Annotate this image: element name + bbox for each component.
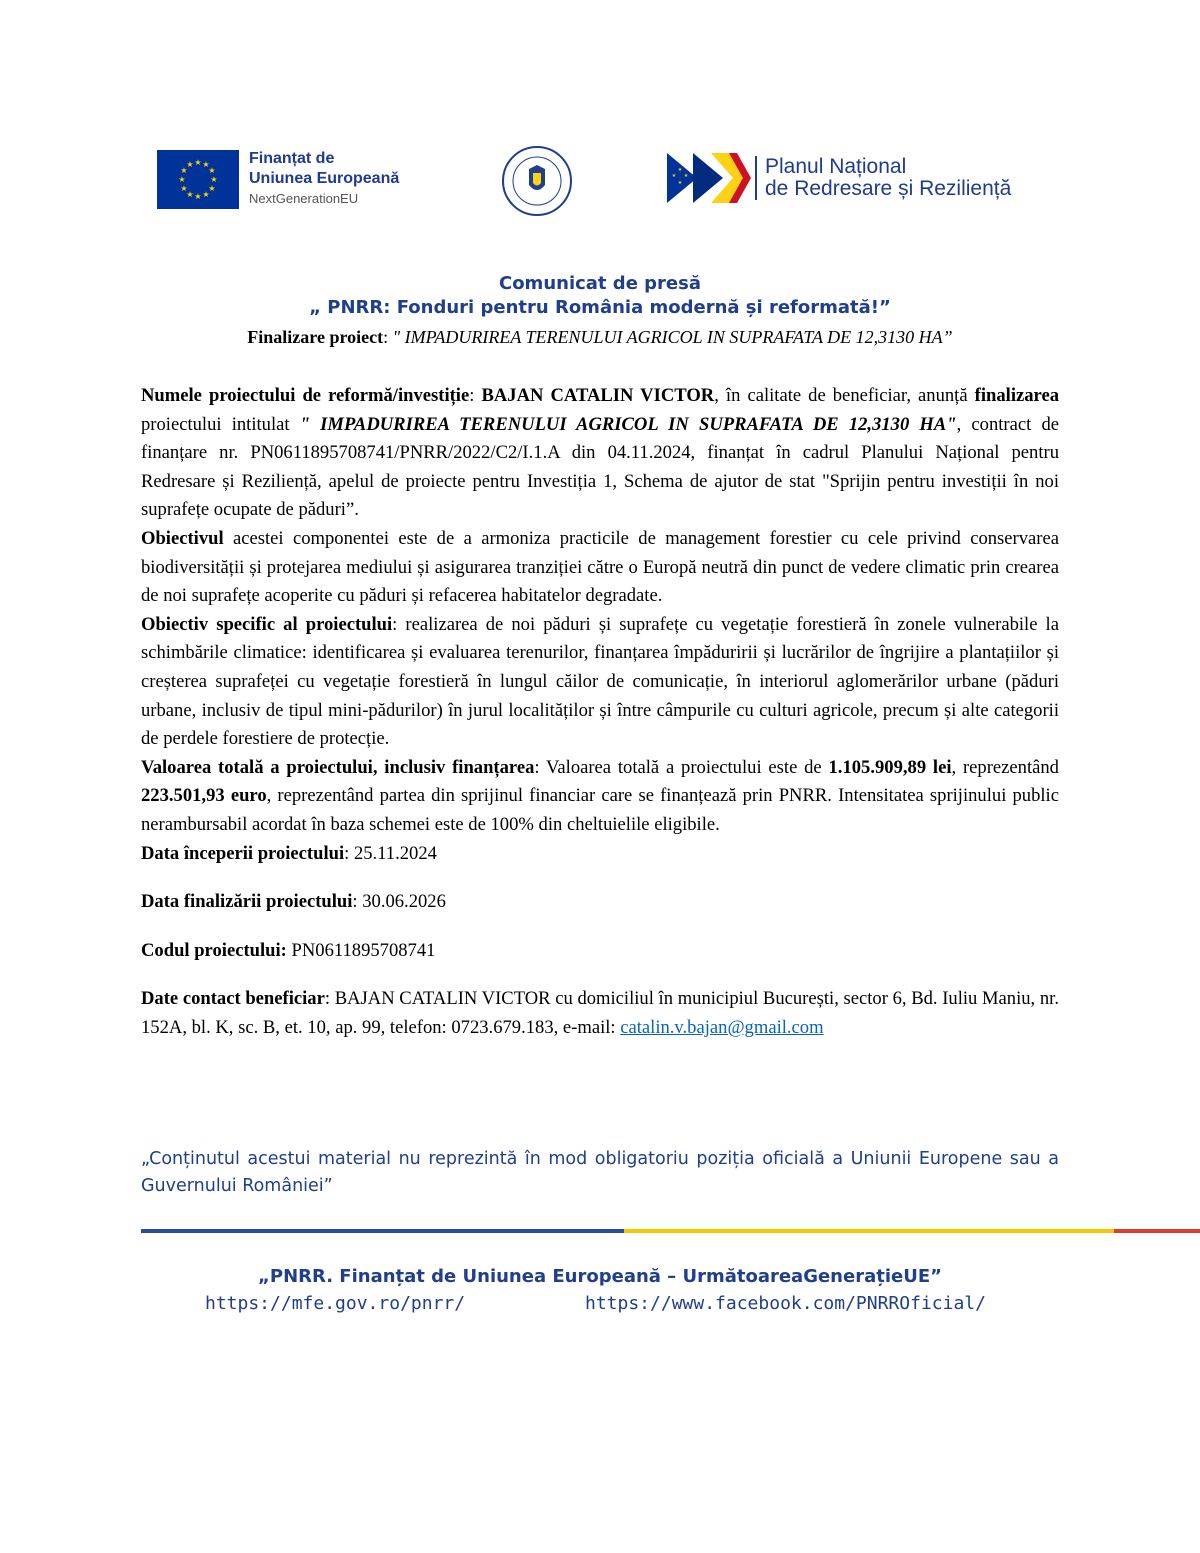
project-code-label: Codul proiectului: — [141, 939, 287, 961]
total-value-label: Valoarea totală a proiectului, inclusiv finanțarea — [141, 756, 535, 778]
svg-text:★: ★ — [180, 183, 188, 193]
svg-text:★: ★ — [180, 165, 188, 175]
project-name-paragraph — [141, 382, 1059, 525]
svg-text:★: ★ — [208, 165, 216, 175]
project-completion-value: " IMPADURIREA TERENULUI AGRICOL IN SUPRAFATA DE 12,3130 HA” — [388, 327, 953, 347]
project-completion-line: Finalizare proiect: " IMPADURIREA TERENULUI AGRICOL IN SUPRAFATA DE 12,3130 HA” — [247, 327, 953, 347]
value-lei: 1.105.909,89 lei — [828, 756, 952, 778]
footer-divider — [141, 1229, 1200, 1233]
total-value-paragraph — [141, 754, 1059, 840]
pnrr-flag-arrow-icon — [667, 153, 751, 203]
project-name-label: Numele proiectului de reformă/investiție — [141, 385, 470, 406]
contact-paragraph — [141, 985, 1059, 1042]
eu-logo-line1: Finanțat de — [249, 150, 335, 167]
contact-label: Date contact beneficiar — [141, 988, 325, 1010]
project-code-value: PN0611895708741 — [286, 939, 436, 961]
start-date-value: : 25.11.2024 — [344, 842, 437, 864]
text: , reprezentând partea din sprijinul financiar care se finanțează prin PNRR. Intensitatea sprijinului public nerambursabil acordat în baza schemei este de 100% din cheltuielile eligibile. — [141, 785, 1059, 835]
svg-text:★: ★ — [194, 157, 202, 167]
text-bold: finalizarea — [974, 385, 1059, 406]
press-release-title: Comunicat de presă — [498, 273, 701, 294]
start-date-paragraph — [141, 840, 1059, 869]
specific-objective-paragraph — [141, 611, 1059, 754]
svg-text:★: ★ — [677, 167, 683, 173]
project-code-paragraph — [141, 937, 1059, 966]
eu-flag-icon — [157, 150, 239, 209]
eu-logo-line2: Uniunea Europeană — [249, 170, 400, 187]
pnrr-logo — [667, 153, 1011, 203]
text: : Valoarea totală a proiectului este de — [534, 756, 829, 778]
specific-objective-text: : realizarea de noi păduri și suprafețe cu vegetație forestieră în zonele vulnerabile la schimbările climatice: identificarea și evaluarea terenurilor, finanțarea împăduririi și lucrărilor de îngrijire a plantațiilor și creșterea suprafeței cu vegetație forestieră în lungul căilor de comunicație, în interiorul aglomerărilor urbane (păduri urbane, inclusiv de tipul mini-pădurilor) în jurul localităților și între câmpurile cu culturi agricole, precum și alte categorii de perdele forestiere de protecție. — [141, 613, 1059, 750]
svg-text:★: ★ — [202, 189, 210, 199]
disclaimer: „Conținutul acestui material nu reprezintă în mod obligatoriu poziția oficială a Uniunii Europene sau a Guvernului României” — [141, 1149, 1059, 1196]
end-date-value: : 30.06.2026 — [352, 891, 446, 913]
logo-bar — [0, 145, 1200, 215]
contact-email-link[interactable]: catalin.v.bajan@gmail.com — [620, 1016, 824, 1038]
beneficiary-name: BAJAN CATALIN VICTOR — [481, 385, 715, 406]
specific-objective-label: Obiectiv specific al proiectului — [141, 613, 393, 635]
svg-text:★: ★ — [186, 189, 194, 199]
project-title: " IMPADURIREA TERENULUI AGRICOL IN SUPRAFATA DE 12,3130 HA" — [299, 413, 957, 435]
svg-text:★: ★ — [677, 180, 683, 186]
svg-text:★: ★ — [210, 174, 218, 184]
text: , contract de finanțare nr. PN0611895708741/PNRR/2022/C2/I.1.A din 04.11.2024, finanțat în cadrul Planului Național pentru Redresare și Reziliență, apelul de proiecte pentru Investiția 1, Schema de ajutor de stat "Sprijin pentru investiții în noi suprafețe ocupate de păduri”. — [141, 413, 1059, 521]
svg-text:★: ★ — [178, 174, 186, 184]
svg-text:★: ★ — [186, 159, 194, 169]
pnrr-logo-line1: Planul Național — [765, 155, 907, 178]
pnrr-logo-line2: de Redresare și Reziliență — [765, 177, 1012, 200]
svg-text:★: ★ — [671, 173, 677, 179]
svg-text:★: ★ — [202, 159, 210, 169]
svg-text:★: ★ — [208, 183, 216, 193]
colon: : — [469, 385, 482, 406]
start-date-label: Data începerii proiectului — [141, 842, 345, 864]
project-completion-label: Finalizare proiect — [247, 327, 384, 347]
text: , în calitate de beneficiar, anunță — [714, 385, 975, 406]
eu-logo-line3: NextGenerationEU — [249, 191, 359, 206]
text: proiectului intitulat — [141, 413, 300, 435]
text: , reprezentând — [951, 756, 1059, 778]
objective-text: acestei componentei este de a armoniza practicile de management forestier cu cele privind conservarea biodiversității și protejarea mediului și asigurarea tranziției către o Europă neutră din punct de vedere climatic prin crearea de noi suprafețe acoperite cu păduri și refacerea habitatelor degradate. — [141, 527, 1059, 607]
objective-paragraph — [141, 525, 1059, 611]
end-date-label: Data finalizării proiectului — [141, 891, 353, 913]
contact-text: : BAJAN CATALIN VICTOR cu domiciliul în municipiul București, sector 6, Bd. Iuliu Maniu, nr. 152A, bl. K, sc. B, et. 10, ap. 99, telefon: 0723.679.183, e-mail: — [141, 988, 1059, 1038]
document-body — [141, 382, 1059, 1042]
footer-link-facebook[interactable]: https://www.facebook.com/PNRROficial/ — [585, 1293, 986, 1314]
objective-label: Obiectivul — [141, 527, 224, 549]
svg-text:★: ★ — [683, 173, 689, 179]
end-date-paragraph — [141, 888, 1059, 917]
value-euro: 223.501,93 euro — [141, 785, 267, 807]
eu-funding-logo — [157, 149, 399, 209]
romanian-government-seal-icon — [501, 145, 573, 217]
footer-link-mfe[interactable]: https://mfe.gov.ro/pnrr/ — [205, 1293, 466, 1314]
footer-tagline: „PNRR. Finanțat de Uniunea Europeană – UrmătoareaGenerațieUE” — [258, 1266, 942, 1287]
press-release-subtitle: „ PNRR: Fonduri pentru România modernă și reformată!” — [309, 297, 891, 318]
svg-text:★: ★ — [194, 191, 202, 201]
